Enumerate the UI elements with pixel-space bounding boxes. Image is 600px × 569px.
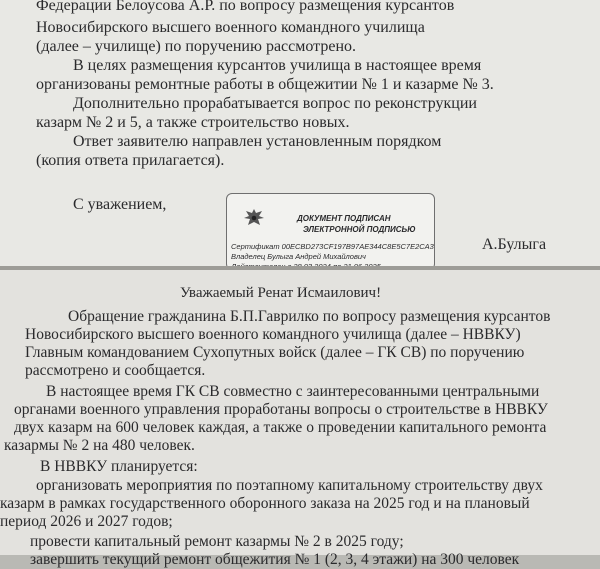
top-line-9: (копия ответа прилагается). xyxy=(36,152,225,169)
closing-text: С уважением, xyxy=(73,196,167,213)
stamp-certificate: Сертификат 00ECBD273CF197B97AE344C8E5C7E2CA3 xyxy=(231,242,434,251)
electronic-signature-stamp xyxy=(226,193,435,270)
bottom-letter-sheet xyxy=(0,270,600,568)
stamp-owner: Владелец Булыга Андрей Михайлович xyxy=(231,252,366,261)
bottom-line-2: Новосибирского высшего военного командного училища (далее – НВВКУ) xyxy=(25,326,521,343)
bottom-line-9: В НВВКУ планируется: xyxy=(40,458,198,475)
stamp-title: ДОКУМЕНТ ПОДПИСАН xyxy=(297,214,391,223)
bottom-line-13: провести капитальный ремонт казармы № 2 в 2025 году; xyxy=(30,533,404,550)
bottom-line-1: Обращение гражданина Б.П.Гаврилко по вопросу размещения курсантов xyxy=(68,308,551,325)
greeting: Уважаемый Ренат Исмаилович! xyxy=(180,285,382,301)
bottom-line-12: период 2026 и 2027 годов; xyxy=(0,513,173,530)
stamp-subtitle: ЭЛЕКТРОННОЙ ПОДПИСЬЮ xyxy=(303,225,416,234)
bottom-line-10: организовать мероприятия по поэтапному капитальному строительству двух xyxy=(36,477,543,494)
bottom-line-14: завершить текущий ремонт общежития № 1 (2, 3, 4 этажи) на 300 человек xyxy=(30,551,520,568)
top-line-2: Новосибирского высшего военного командного училища xyxy=(36,19,425,36)
signatory-name: А.Булыга xyxy=(482,236,547,253)
top-line-1: Федерации Белоусова А.Р. по вопросу размещения курсантов xyxy=(36,0,455,14)
top-line-6: Дополнительно прорабатывается вопрос по реконструкции xyxy=(73,95,477,112)
top-letter-sheet xyxy=(0,0,600,268)
top-line-7: казарм № 2 и 5, а также строительство новых. xyxy=(36,114,350,131)
eagle-emblem-icon xyxy=(241,206,267,232)
top-line-4: В целях размещения курсантов училища в настоящее время xyxy=(73,57,482,74)
bottom-line-3: Главным командованием Сухопутных войск (далее – ГК СВ) по поручению xyxy=(25,344,525,361)
bottom-line-5: В настоящее время ГК СВ совместно с заинтересованными центральными xyxy=(46,383,540,400)
top-line-3: (далее – училище) по поручению рассмотрено. xyxy=(36,38,357,55)
top-line-5: организованы ремонтные работы в общежитии № 1 и казарме № 3. xyxy=(36,76,494,93)
bottom-line-7: двух казарм на 600 человек каждая, а также о проведении капитального ремонта xyxy=(14,419,547,436)
bottom-line-6: органами военного управления проработаны вопросы о строительстве в НВВКУ xyxy=(14,401,548,418)
bottom-line-4: рассмотрено и сообщается. xyxy=(25,362,206,379)
bottom-line-11: казарм в рамках государственного оборонного заказа на 2025 год и на плановый xyxy=(0,495,530,512)
bottom-line-8: казармы № 2 на 480 человек. xyxy=(4,437,195,454)
top-line-8: Ответ заявителю направлен установленным порядком xyxy=(73,133,442,150)
